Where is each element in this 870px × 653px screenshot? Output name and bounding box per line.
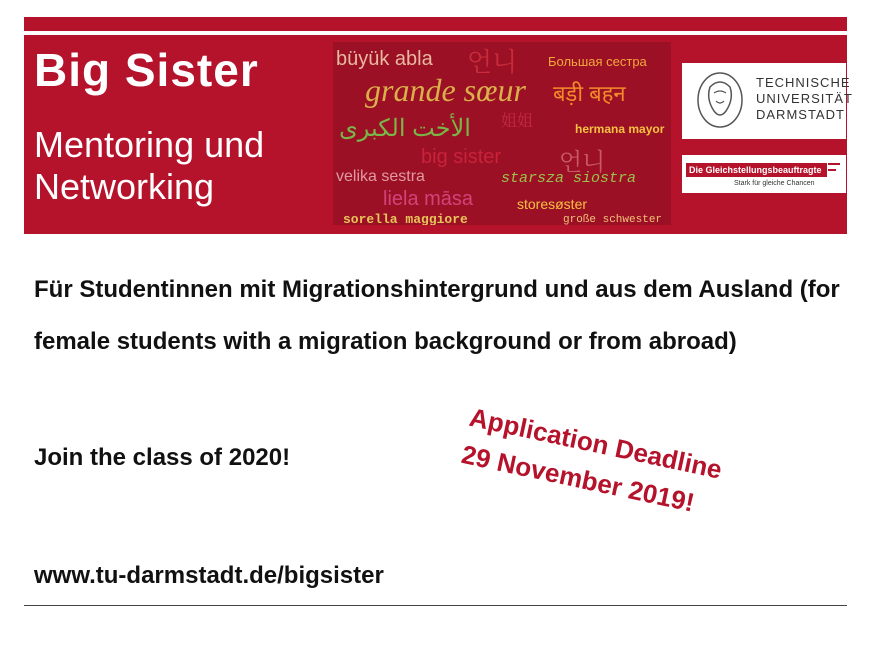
cloud-word: 언니 [559, 149, 606, 176]
cloud-word: grande sœur [365, 72, 526, 108]
cloud-word: الأخت الكبرى [339, 115, 471, 142]
gleichstellung-logo [682, 155, 846, 193]
header-banner [24, 35, 853, 234]
banner-title: Big Sister [34, 44, 259, 96]
banner-subtitle: Mentoring und Networking [34, 124, 265, 207]
cloud-word: storesøster [517, 196, 588, 212]
application-deadline: Application Deadline 29 November 2019! [459, 401, 725, 518]
cloud-word: 언니 [467, 47, 518, 77]
website-link[interactable]: www.tu-darmstadt.de/bigsister [34, 562, 384, 589]
cloud-word: Большая сестра [548, 54, 647, 69]
cloud-word: बड़ी बहन [553, 81, 626, 106]
cloud-word: große schwester [563, 214, 663, 225]
logo-accent [828, 169, 836, 171]
gleichstellung-subtitle: Stark für gleiche Chancen [734, 180, 815, 187]
join-text: Join the class of 2020! [34, 444, 291, 471]
cloud-word: 姐姐 [501, 113, 534, 130]
seal-icon [696, 71, 744, 129]
cloud-word: big sister [421, 146, 502, 168]
bottom-rule [24, 605, 847, 606]
tu-logo-text: TECHNISCHE UNIVERSITÄT DARMSTADT [756, 75, 853, 122]
cloud-word: liela māsa [383, 188, 474, 210]
word-cloud [333, 42, 671, 225]
cloud-word: starsza siostra [501, 170, 637, 187]
logo-accent [828, 163, 840, 165]
top-rule [24, 17, 847, 31]
gleichstellung-title: Die Gleichstellungsbeauftragte [686, 163, 827, 177]
cloud-word: sorella maggiore [343, 212, 468, 225]
cloud-word: büyük abla [336, 48, 433, 70]
cloud-word: hermana mayor [575, 122, 665, 136]
tu-darmstadt-logo [682, 63, 853, 139]
cloud-word: velika sestra [336, 168, 425, 185]
target-audience-text: Für Studentinnen mit Migrationshintergrund und aus dem Ausland (for female students with a migration background or from abroad) [34, 276, 840, 355]
